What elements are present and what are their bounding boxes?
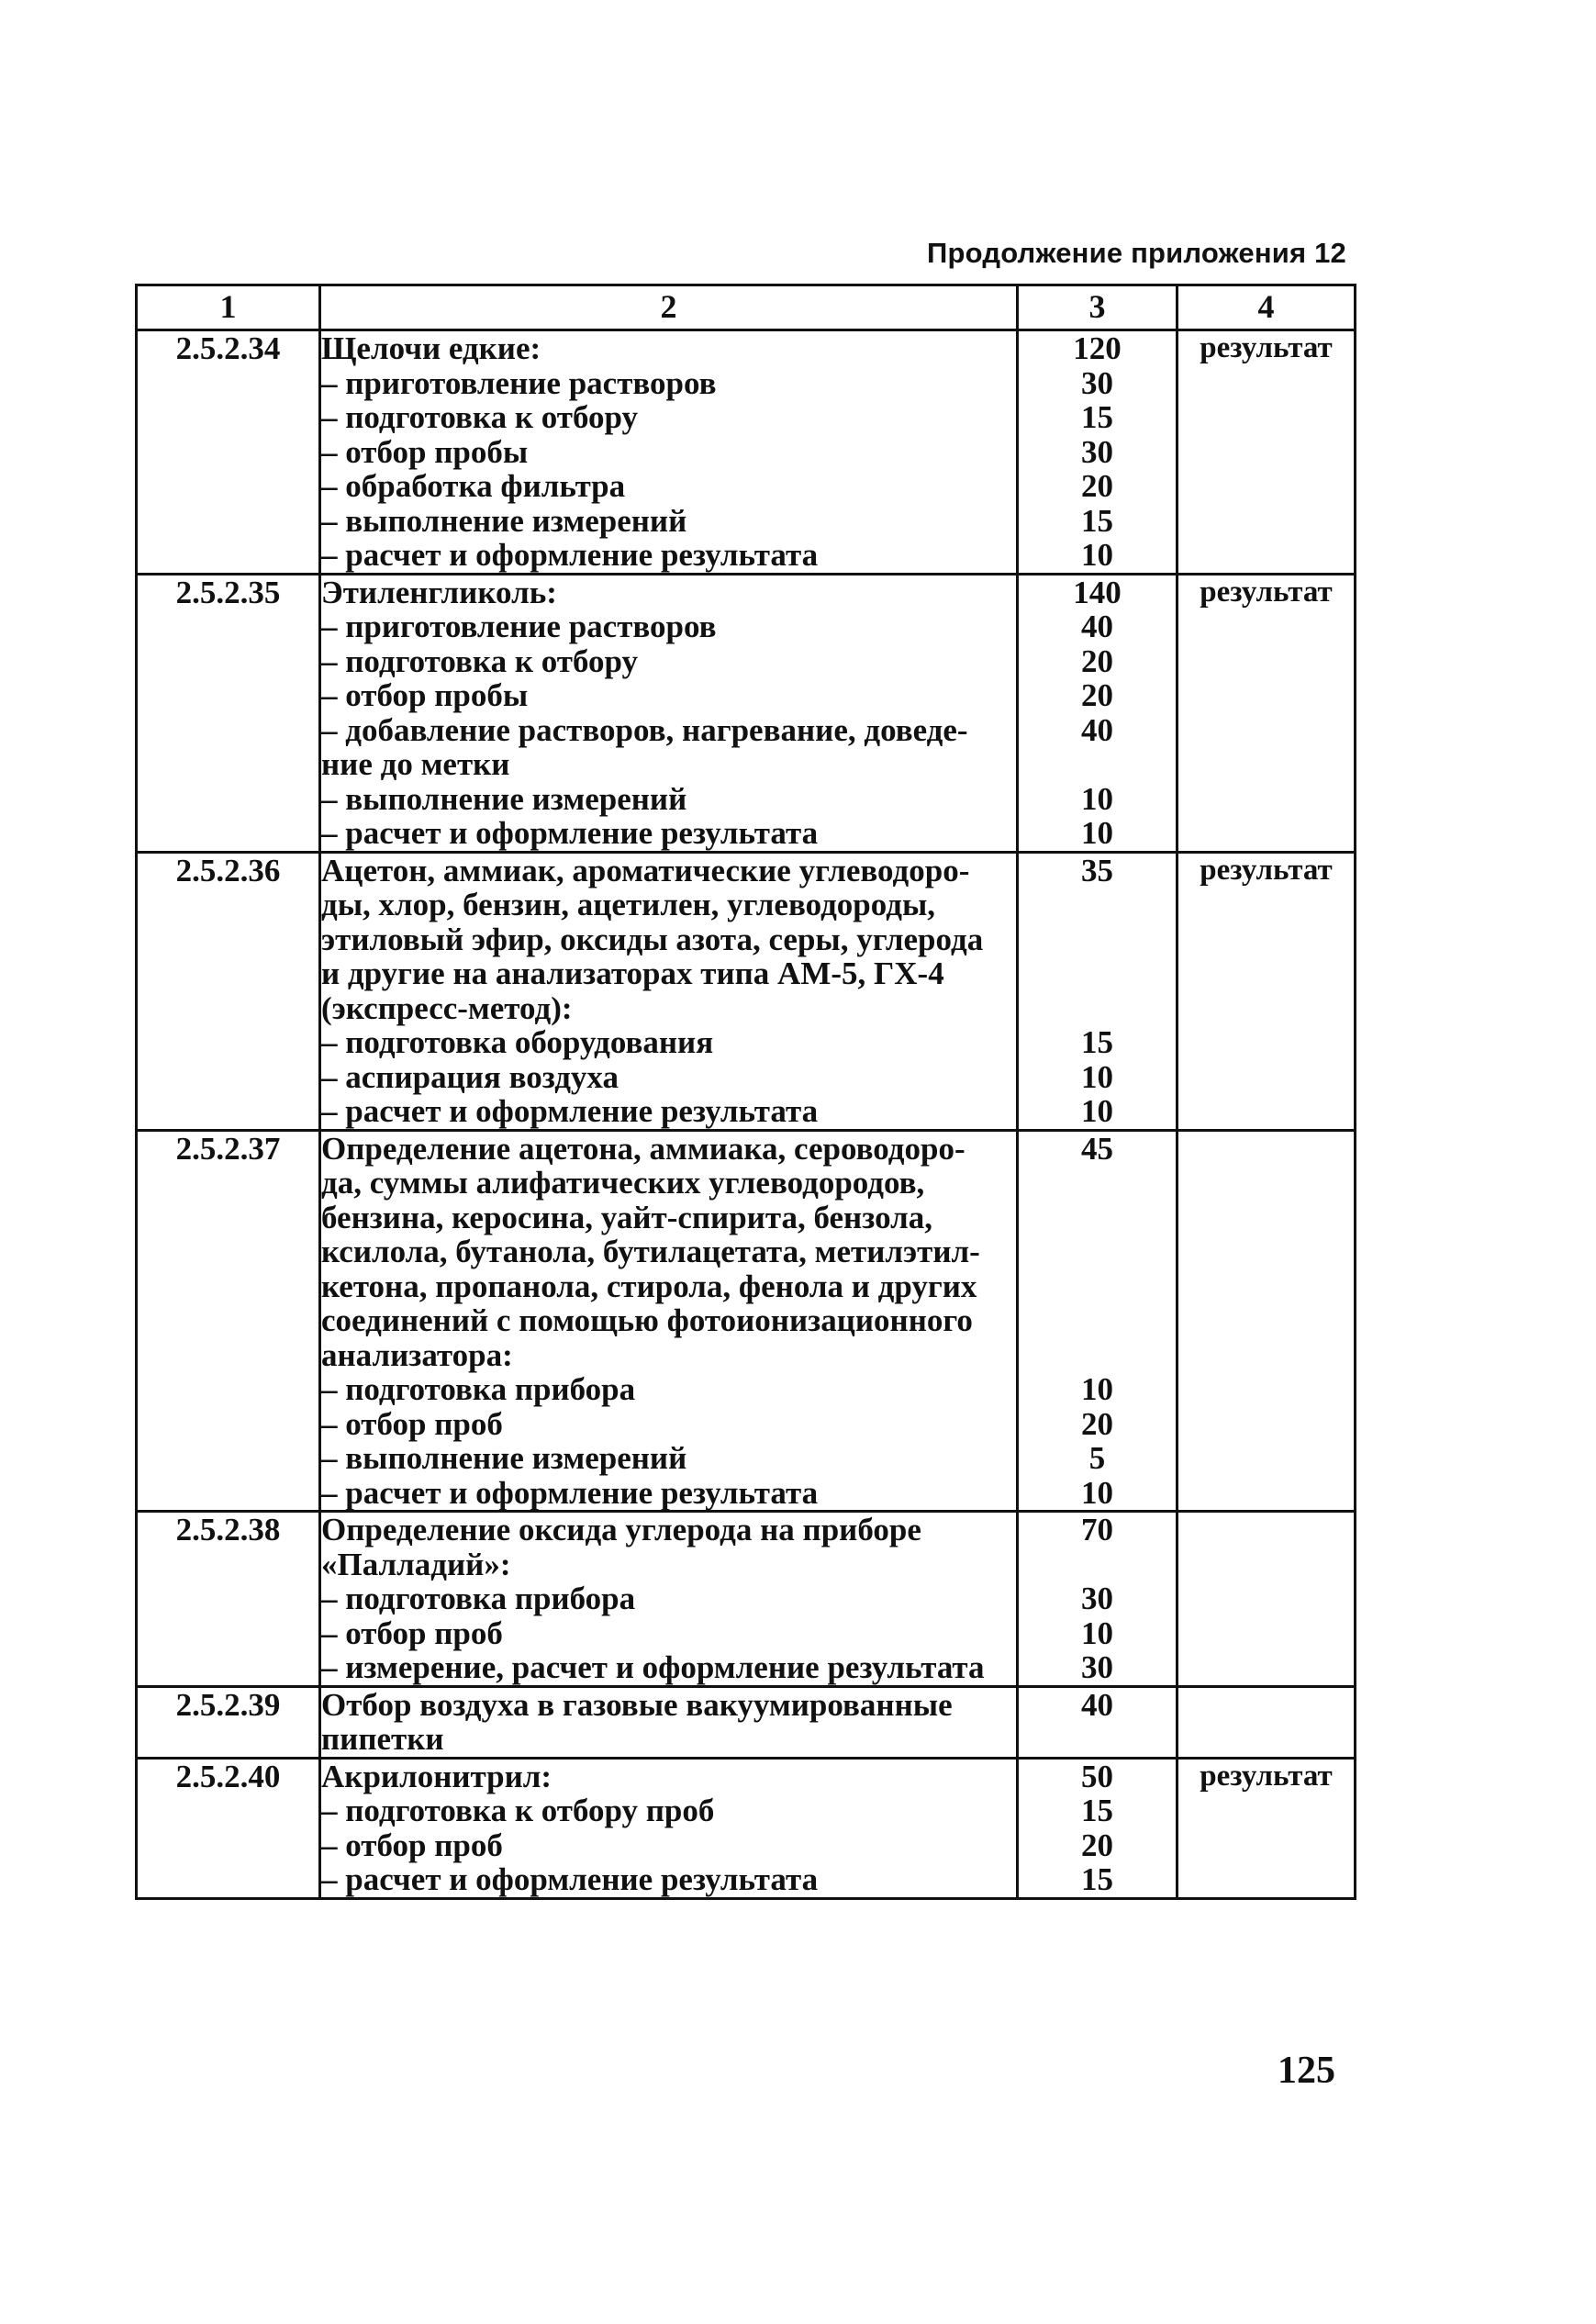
item-description: [320, 330, 1018, 575]
time-value: 20: [1081, 642, 1113, 679]
time-value: [1019, 956, 1176, 991]
item-time-values: [1018, 330, 1177, 575]
description-line: – добавление растворов, нагревание, доведе-: [321, 711, 968, 748]
page-number: 125: [1278, 2050, 1335, 2092]
time-value: [1019, 1269, 1176, 1304]
description-line: – подготовка к отбору: [321, 399, 639, 435]
table-row: [137, 574, 1356, 852]
description-line: пипетки: [321, 1721, 444, 1757]
description-line: ксилола, бутанола, бутилацетата, метилэтил-: [321, 1234, 980, 1269]
column-number-row: [137, 285, 1356, 330]
item-description: [320, 1512, 1018, 1687]
item-unit-note: [1177, 1686, 1356, 1758]
description-line: – измерение, расчет и оформление результата: [321, 1649, 985, 1685]
description-line: – отбор пробы: [321, 433, 529, 470]
time-value: 10: [1081, 1474, 1113, 1511]
table-row: [137, 852, 1356, 1130]
description-line: Акрилонитрил:: [321, 1758, 552, 1794]
time-value: 30: [1081, 433, 1113, 470]
item-unit-note: результат: [1177, 330, 1356, 575]
item-code: 2.5.2.36: [137, 852, 320, 1130]
description-line: – приготовление растворов: [321, 609, 717, 644]
description-line: – подготовка прибора: [321, 1581, 636, 1616]
time-value: [1019, 1547, 1176, 1582]
description-line: да, суммы алифатических углеводородов,: [321, 1165, 925, 1201]
description-line: – отбор проб: [321, 1827, 503, 1863]
description-line: – выполнение измерений: [321, 780, 687, 817]
time-value: 20: [1081, 677, 1113, 713]
description-line: – расчет и оформление результата: [321, 1861, 819, 1897]
table-row: [137, 330, 1356, 575]
item-description: [320, 574, 1018, 852]
item-unit-note: результат: [1177, 1758, 1356, 1898]
time-value: [1019, 1338, 1176, 1373]
description-line: и другие на анализаторах типа АМ-5, ГХ-4: [321, 955, 944, 991]
description-line: – расчет и оформление результата: [321, 1093, 819, 1129]
item-code: 2.5.2.34: [137, 330, 320, 575]
description-line: этиловый эфир, оксиды азота, серы, углерода: [321, 921, 984, 957]
time-value: [1019, 922, 1176, 957]
time-value: 10: [1081, 1615, 1113, 1651]
item-unit-note: [1177, 1512, 1356, 1687]
time-value: [1019, 1722, 1176, 1757]
description-line: Ацетон, аммиак, ароматические углеводоро-: [321, 852, 970, 888]
description-line: – аспирация воздуха: [321, 1058, 619, 1095]
time-value: 15: [1081, 1024, 1113, 1060]
time-value: [1019, 1303, 1176, 1338]
description-line: Этиленгликоль:: [321, 574, 557, 610]
column-header: 3: [1018, 285, 1177, 330]
time-value: 10: [1081, 1058, 1113, 1095]
time-value: 20: [1081, 1405, 1113, 1442]
table-row: [137, 1686, 1356, 1758]
time-value: [1019, 991, 1176, 1026]
item-time-values: [1018, 1686, 1177, 1758]
description-line: – подготовка к отбору проб: [321, 1793, 715, 1828]
description-line: – обработка фильтра: [321, 468, 626, 504]
item-time-values: [1018, 1512, 1177, 1687]
description-line: ды, хлор, бензин, ацетилен, углеводороды,: [321, 887, 936, 922]
description-line: – отбор проб: [321, 1615, 503, 1651]
item-time-values: [1018, 852, 1177, 1130]
time-value: 10: [1081, 537, 1113, 573]
time-value: 15: [1081, 1861, 1113, 1897]
description-line: Определение ацетона, аммиака, сероводоро-: [321, 1130, 965, 1167]
item-code: 2.5.2.38: [137, 1512, 320, 1687]
item-code: 2.5.2.40: [137, 1758, 320, 1898]
time-value: 10: [1081, 1371, 1113, 1407]
description-line: анализатора:: [321, 1336, 513, 1373]
time-value: 15: [1081, 1793, 1113, 1828]
description-line: (экспресс-метод):: [321, 989, 573, 1026]
work-norms-table: [135, 284, 1356, 1900]
table-row: [137, 1758, 1356, 1898]
time-value: 140: [1073, 574, 1122, 610]
table-row: [137, 1130, 1356, 1512]
column-header: 2: [320, 285, 1018, 330]
description-line: Отбор воздуха в газовые вакуумированные: [321, 1686, 953, 1723]
item-description: [320, 852, 1018, 1130]
item-description: [320, 1130, 1018, 1512]
item-description: [320, 1758, 1018, 1898]
time-value: 30: [1081, 1649, 1113, 1685]
column-header: 4: [1177, 285, 1356, 330]
time-value: 20: [1081, 1827, 1113, 1863]
time-value: 30: [1081, 1581, 1113, 1616]
item-unit-note: [1177, 1130, 1356, 1512]
description-line: кетона, пропанола, стирола, фенола и других: [321, 1268, 977, 1304]
description-line: – подготовка прибора: [321, 1371, 636, 1407]
description-line: – подготовка оборудования: [321, 1024, 714, 1060]
time-value: 120: [1073, 330, 1122, 366]
time-value: 10: [1081, 815, 1113, 851]
item-unit-note: результат: [1177, 852, 1356, 1130]
time-value: 40: [1081, 711, 1113, 748]
time-value: 20: [1081, 468, 1113, 504]
description-line: – расчет и оформление результата: [321, 815, 819, 851]
description-line: соединений с помощью фотоионизационного: [321, 1302, 973, 1338]
item-description: [320, 1686, 1018, 1758]
time-value: 50: [1081, 1758, 1113, 1794]
time-value: 70: [1081, 1512, 1113, 1547]
item-time-values: [1018, 1130, 1177, 1512]
description-line: Определение оксида углерода на приборе: [321, 1512, 921, 1547]
description-line: Щелочи едкие:: [321, 330, 541, 366]
description-line: бензина, керосина, уайт-спирита, бензола,: [321, 1199, 932, 1235]
time-value: [1019, 1235, 1176, 1269]
item-code: 2.5.2.39: [137, 1686, 320, 1758]
item-code: 2.5.2.37: [137, 1130, 320, 1512]
description-line: – расчет и оформление результата: [321, 1474, 819, 1511]
time-value: [1019, 1201, 1176, 1235]
description-line: – выполнение измерений: [321, 1440, 687, 1476]
description-line: – отбор пробы: [321, 677, 529, 713]
item-code: 2.5.2.35: [137, 574, 320, 852]
time-value: 40: [1081, 609, 1113, 644]
time-value: 30: [1081, 364, 1113, 401]
item-time-values: [1018, 1758, 1177, 1898]
time-value: 15: [1081, 502, 1113, 539]
description-line: «Палладий»:: [321, 1546, 511, 1582]
description-line: – приготовление растворов: [321, 364, 717, 401]
time-value: 35: [1081, 852, 1113, 888]
item-time-values: [1018, 574, 1177, 852]
time-value: 10: [1081, 1093, 1113, 1129]
description-line: – подготовка к отбору: [321, 642, 639, 679]
item-unit-note: результат: [1177, 574, 1356, 852]
description-line: – выполнение измерений: [321, 502, 687, 539]
time-value: [1019, 888, 1176, 922]
continuation-heading: Продолжение приложения 12: [926, 237, 1346, 269]
time-value: 40: [1081, 1686, 1113, 1723]
table-body: [137, 330, 1356, 1899]
column-header: 1: [137, 285, 320, 330]
description-line: ние до метки: [321, 746, 510, 782]
time-value: [1019, 1166, 1176, 1201]
description-line: – расчет и оформление результата: [321, 537, 819, 573]
time-value: 45: [1081, 1130, 1113, 1167]
time-value: 15: [1081, 399, 1113, 435]
table-row: [137, 1512, 1356, 1687]
time-value: 5: [1088, 1440, 1106, 1476]
description-line: – отбор проб: [321, 1405, 503, 1442]
time-value: 10: [1081, 780, 1113, 817]
time-value: [1019, 747, 1176, 782]
